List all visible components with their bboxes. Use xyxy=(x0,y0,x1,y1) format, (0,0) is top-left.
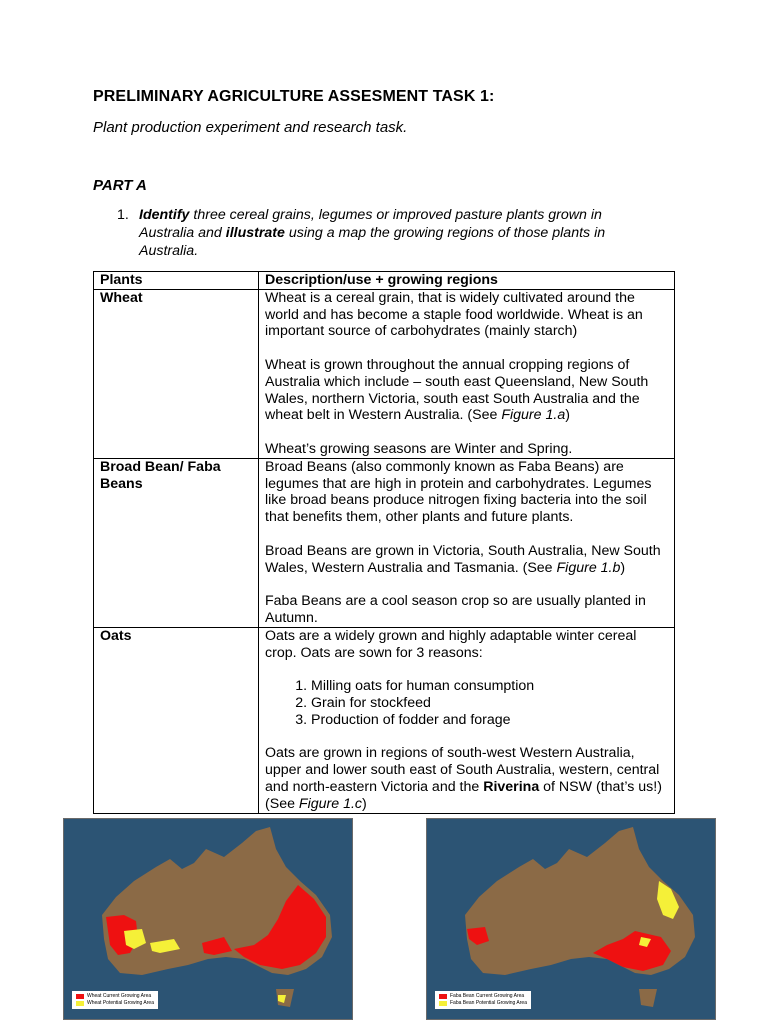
figure-ref-1b: Figure 1.b xyxy=(556,559,621,576)
legend-swatch-current xyxy=(76,994,84,999)
legend-swatch-potential xyxy=(439,1001,447,1006)
header-plants: Plants xyxy=(94,272,259,290)
list-item: 1. Milling oats for human consumption xyxy=(311,678,668,695)
plant-name-oats: Oats xyxy=(94,627,259,813)
table-row-beans xyxy=(94,458,675,627)
table-header-row xyxy=(94,272,675,290)
plants-table xyxy=(93,271,675,814)
question-number: 1. xyxy=(117,207,129,223)
table-row-oats xyxy=(94,627,675,813)
faba-bean-growing-map xyxy=(426,818,716,1020)
header-description: Description/use + growing regions xyxy=(259,272,675,290)
page-subtitle: Plant production experiment and research task. xyxy=(93,119,408,136)
description-oats: Oats are a widely grown and highly adaptable winter cereal crop. Oats are sown for 3 reasons: 1. Milling oats for human consumption 2. Grain for stockfeed 3. Production of fodder and forage Oats are grown in regions of south-west Western Australia, upper and lower south east of South Australia, western, central and north-eastern Victoria and the Riverina of NSW (that’s us!) (See Figure 1.c) xyxy=(259,627,675,813)
keyword-identify: Identify xyxy=(139,207,190,223)
wheat-map-graphic xyxy=(64,819,352,1019)
list-item: 3. Production of fodder and forage xyxy=(311,712,668,729)
legend-swatch-current xyxy=(439,994,447,999)
oats-reasons-list xyxy=(265,678,668,728)
keyword-illustrate: illustrate xyxy=(225,225,285,241)
wheat-map-legend: Wheat Current Growing Area Wheat Potential Growing Area xyxy=(72,991,158,1009)
description-wheat: Wheat is a cereal grain, that is widely cultivated around the world and has become a staple food worldwide. Wheat is an important source of carbohydrates (mainly starch) Wheat is grown throughout the annual cropping regions of Australia which include – south east Queensland, New South Wales, northern Victoria, south east South Australia and the wheat belt in Western Australia. (See Figure 1.a) Wheat’s growing seasons are Winter and Spring. xyxy=(259,289,675,458)
wheat-growing-map xyxy=(63,818,353,1020)
part-heading: PART A xyxy=(93,177,147,194)
figure-ref-1c: Figure 1.c xyxy=(298,795,363,812)
description-beans: Broad Beans (also commonly known as Faba Beans) are legumes that are high in protein and carbohydrates. Legumes like broad beans produce nitrogen fixing bacteria into the soil that benefits them, other plants and future plants. Broad Beans are grown in Victoria, South Australia, New South Wales, Western Australia and Tasmania. (See Figure 1.b) Faba Beans are a cool season crop so are usually planted in Autumn. xyxy=(259,458,675,627)
question-1 xyxy=(117,206,657,260)
figure-ref-1a: Figure 1.a xyxy=(501,407,566,424)
faba-map-legend: Faba Bean Current Growing Area Faba Bean Potential Growing Area xyxy=(435,991,531,1009)
table-row-wheat xyxy=(94,289,675,458)
legend-swatch-potential xyxy=(76,1001,84,1006)
plant-name-beans: Broad Bean/ Faba Beans xyxy=(94,458,259,627)
question-text: Identify three cereal grains, legumes or improved pasture plants grown in Australia and illustrate using a map the growing regions of those plants in Australia. xyxy=(139,207,606,259)
list-item: 2. Grain for stockfeed xyxy=(311,695,668,712)
plant-name-wheat: Wheat xyxy=(94,289,259,458)
riverina-bold: Riverina xyxy=(483,778,540,795)
page-title: PRELIMINARY AGRICULTURE ASSESMENT TASK 1: xyxy=(93,88,495,105)
faba-map-graphic xyxy=(427,819,715,1019)
